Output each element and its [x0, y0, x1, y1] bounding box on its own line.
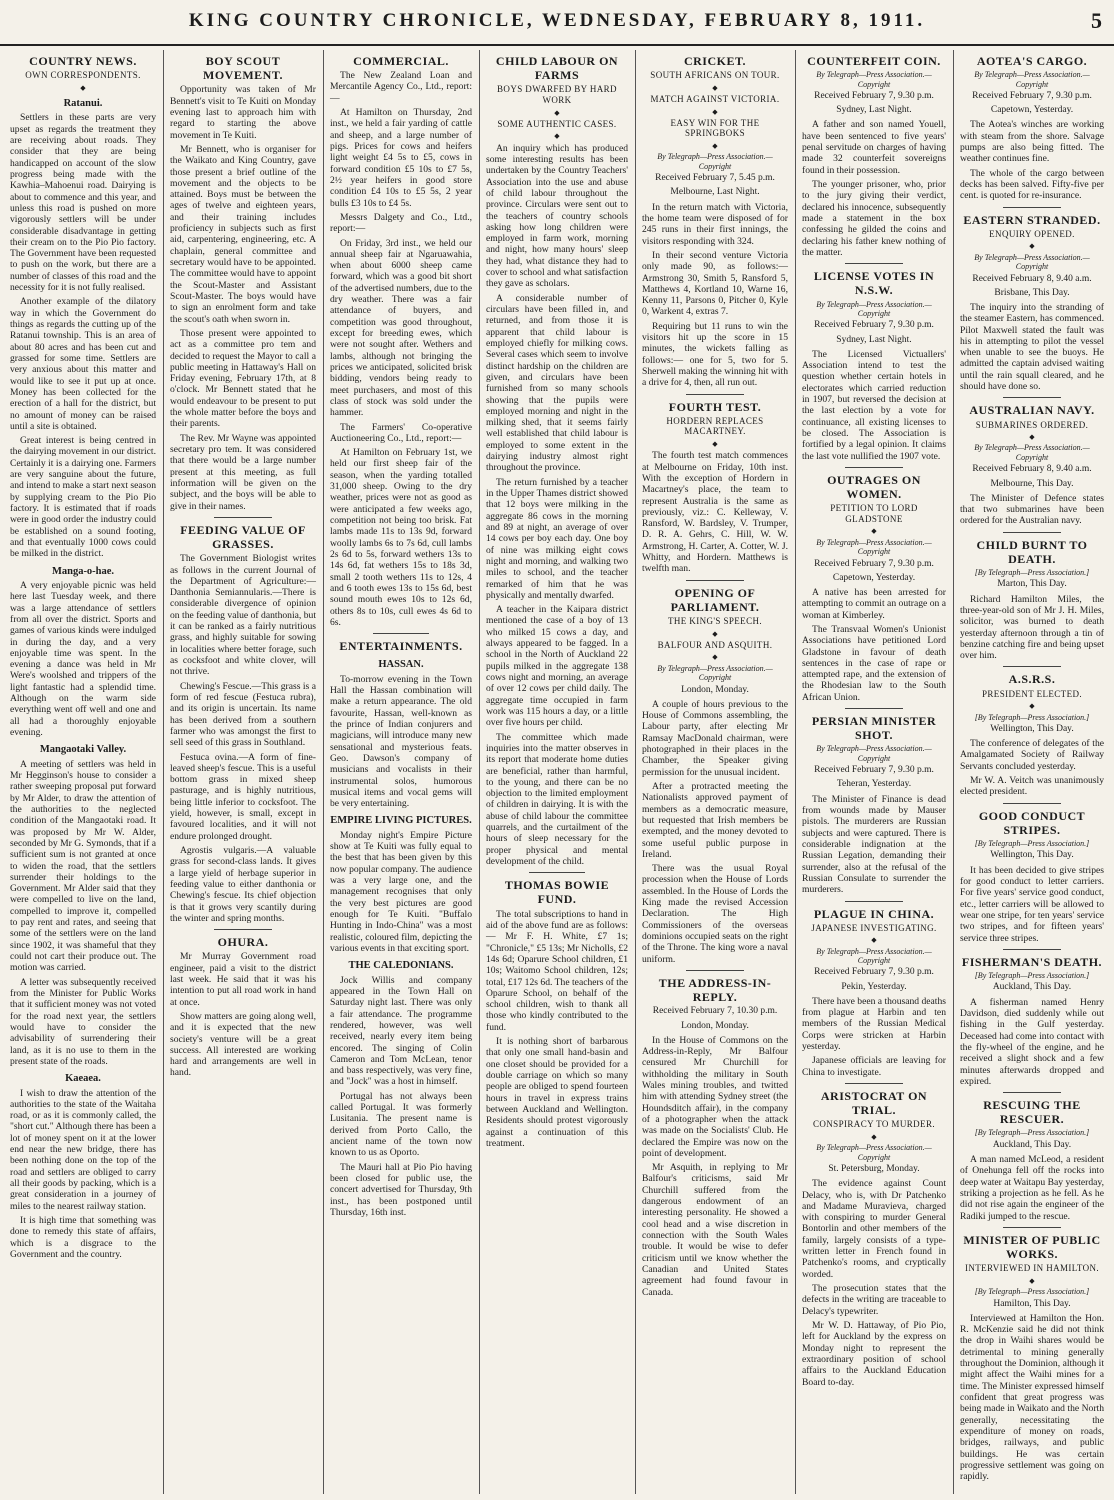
article-paragraph: The conference of delegates of the Amalgamated Society of Railway Servants concluded yesterday. [960, 738, 1104, 772]
article-paragraph: The committee which made inquiries into the matter observes in its report that moderate home duties are beneficial, rather than harmful, to the young, and there can be no objection to the limited employment of children in dairying. It is with the abuse of child labour the committee quarrels, and the curtailment of the hours of sleep necessary for the proper physical and mental development of the child. [486, 731, 628, 868]
article-paragraph: The Transvaal Women's Unionist Associations have petitioned Lord Gladstone in favour of death sentences in the case of rape or attempted rape, and the extension of the Rhodesian law to the South African Union. [802, 623, 946, 703]
article-separator [845, 1083, 903, 1084]
ornament-diamond: ◆ [1029, 242, 1035, 251]
article-paragraph: The Minister of Finance is dead from wounds made by Mauser pistols. The murderers are Russian subjects and were captured. There is considerable indignation at the Russian Legation, demanding their surrender, also at the refusal of the Russian Consulate to surrender the murderers. [802, 793, 946, 896]
received-line: Received February 7, 10.30 p.m. [652, 1006, 778, 1017]
article-byline: By Telegraph—Press Association.—Copyright [816, 946, 932, 965]
received-line: Received February 7, 5.45 p.m. [655, 173, 775, 184]
news-column [164, 50, 322, 1494]
article-dateline: St. Petersburg, Monday. [828, 1164, 920, 1175]
article-paragraph: At Hamilton on February 1st, we held our first sheep fair of the season, when the yarding totalled 31,000 sheep. Owing to the dry weather, prices were not as good as were anticipated a few weeks ago, competition not being too brisk. Fat lambs made 11s to 13s 9d, forward woolly lambs 6s to 7s 6d, cull lambs 2s 6d to 5s, forward wethers 13s to 14s 6d, fat wethers 15s to 18s 3d, small 2 tooth wethers 11s to 12s, 4 and 6 tooth ewes 13s to 15s 6d, best sound mouth ewes 10s to 12s 6d, others 8s to 10s, cull ewes 4s 6d to 6s. [330, 447, 472, 628]
article-paragraph: Interviewed at Hamilton the Hon. R. McKenzie said he did not think the drop in Waihi shares would be detrimental to mining generally throughout the Dominion, although it might affect the Waihi mines for a time. The Minister expressed himself confident that great progress was being made in Waikato and the North generally, necessitating the expenditure of money on roads, bridges, railways, and public buildings. He was certain progressive settlement was going on rapidly. [960, 1312, 1104, 1483]
article-heading: THOMAS BOWIE FUND. [504, 878, 610, 907]
article-paragraph: The return furnished by a teacher in the Upper Thames district showed that 12 boys were milking in the aggregate 86 cows in the morning and 89 at night, an average of over 14 cows per boy each day. One boy of nine was milking eight cows night and morning, and walking two miles to school, and the teacher remarked of him that he was physically and mentally dwarfed. [486, 476, 628, 601]
article-paragraph: The Mauri hall at Pio Pio having been closed for public use, the concert advertised for Thursday, 9th inst., has been postponed until Thursday, 16th inst. [330, 1161, 472, 1218]
article-heading: FOURTH TEST. [668, 399, 762, 414]
article-paragraph: Messrs Dalgety and Co., Ltd., report:— [330, 211, 472, 235]
article-heading: OPENING OF PARLIAMENT. [670, 585, 760, 614]
received-line: Received February 7, 9.30 p.m. [814, 558, 934, 569]
ornament-diamond: ◆ [871, 527, 877, 536]
article-byline: By Telegraph—Press Association.—Copyright [657, 663, 773, 683]
column-rule [953, 50, 954, 1494]
ornament-diamond: ◆ [80, 83, 86, 92]
article-paragraph: The whole of the cargo between decks has been salved. Fifty-five per cent. is quoted for re-insurance. [960, 167, 1104, 202]
article-paragraph: An inquiry which has produced some interesting results has been undertaken by the Country Teachers' Association into the use and abuse of child labour throughout the province. Circulars were sent out to the teachers of country schools asking how long children were employed in farm work, morning and night, how many hours' sleep they had, what distance they had to cover to school and what satisfaction they gave as scholars. [486, 142, 628, 290]
article-separator [529, 872, 586, 873]
news-column [480, 50, 634, 1494]
article-byline: By Telegraph—Press Association.—Copyright [816, 1143, 932, 1162]
article-byline: [By Telegraph—Press Association.] [974, 567, 1090, 577]
article-byline: [By Telegraph—Press Association.] [974, 712, 1090, 722]
article-paragraph: In the return match with Victoria, the home team were disposed of for 245 runs in their first innings, the visitors responding with 324. [642, 201, 788, 247]
article-paragraph: A considerable number of circulars have been filled in, and returned, and from those it is apparent that child labour is employed chiefly for milking cows. Several cases which seem to involve distinct hardship on the children are given, and circulars have been furnished from so many schools showing that the pupils were employed morning and night in the milking shed, that it seems fairly well established that child labour is employed to some extent in the dairying industry almost right throughout the province. [486, 292, 628, 474]
ornament-diamond: ◆ [1029, 702, 1035, 711]
article-subheading: PRESIDENT ELECTED. [981, 688, 1083, 699]
article-separator [686, 394, 744, 395]
article-separator [686, 580, 744, 581]
article-separator [845, 708, 903, 709]
article-paragraph: The Aotea's winches are working with steam from the shore. Salvage pumps are also being fitted. The weather continues fine. [960, 119, 1104, 165]
article-dateline: Auckland, This Day. [992, 982, 1072, 993]
article-separator [214, 929, 272, 930]
article-separator [1003, 207, 1061, 208]
ornament-diamond: ◆ [712, 83, 718, 92]
article-byline: By Telegraph—Press Association.—Copyright [974, 443, 1090, 462]
article-paragraph: Chewing's Fescue.—This grass is a form of red fescue (Festuca rubra), and its origin is uncertain. Its name has been derived from a southern farmer who was amongst the first to sell seed of this grass in Southland. [170, 680, 316, 749]
received-line: Received February 8, 9.40 a.m. [972, 273, 1092, 284]
news-column [796, 50, 952, 1494]
article-paragraph: A fisherman named Henry Davidson, died suddenly while out fishing in the Gulf yesterday. Deceased had come into contact with the fly-wheel of the engine, and he received a slight shock and a few minutes afterwards dropped and expired. [960, 996, 1104, 1087]
section-heading: Kaeaea. [65, 1073, 101, 1085]
article-paragraph: Mr Bennett, who is organiser for the Waikato and King Country, gave those present a brief outline of the movement and the objects to be attained. Boys must be between the ages of twelve and eighteen years, and their training includes proficiency in subjects such as first aid, carpentering, engineering, etc. A chaplain, general committee and secretary would have to be appointed. The committee would have to appoint the Scout-Master and Assistant Scout-Master. The boys would have to sign an enrolment form and take the scout's oath when sworn in. [170, 143, 316, 325]
article-subheading: JAPANESE INVESTIGATING. [811, 922, 937, 933]
column-rule [323, 50, 324, 1494]
article-paragraph: The Rev. Mr Wayne was appointed secretary pro tem. It was considered that there would be a large number present at this meeting, as full information will be given on the subject, and the boys will be able to give in their names. [170, 432, 316, 512]
article-paragraph: It is nothing short of barbarous that only one small hand-basin and one closet should be provided for a double carriage on which so many people are obliged to spend fourteen hours in travel in express trains between Auckland and Wellington. Residents should protest vigorously against a continuation of this treatment. [486, 1036, 628, 1149]
article-paragraph: Mr Asquith, in replying to Mr Balfour's criticisms, said Mr Churchill suffered from the dangerous endowment of an interesting personality. He showed a cool head and a wise discretion in connection with the South Wales trouble. It would be wise to defer criticism until we know whether the Canadian and United States agreement had found favour in Canada. [642, 1162, 788, 1298]
article-byline: [By Telegraph—Press Association.] [974, 1287, 1090, 1297]
article-dateline: London, Monday. [681, 684, 749, 695]
article-paragraph: The prosecution states that the defects in the writing are traceable to Delacy's typewriter. [802, 1283, 946, 1317]
article-byline: [By Telegraph—Press Association.] [974, 971, 1090, 980]
article-separator [373, 633, 430, 634]
article-paragraph: Festuca ovina.—A form of fine-leaved sheep's fescue. This is a useful bottom grass in mixed sheep pasturage, and is highly nutritious, being little inferior to cocksfoot. The yield, however, is small, except in favoured localities, and it will not endure prolonged drought. [170, 751, 316, 842]
article-subheading: PETITION TO LORD GLADSTONE [830, 503, 918, 524]
column-rule [795, 50, 796, 1494]
article-paragraph: A letter was subsequently received from the Minister for Public Works that it sufficient money was not voted for the road next year, the settlers would have to consider the advisability of surrendering their land, as it is no use to them in the present state of the roads. [10, 976, 156, 1067]
news-column [4, 50, 162, 1494]
article-paragraph: The Farmers' Co-operative Auctioneering Co., Ltd., report:— [330, 421, 472, 444]
article-heading: CHILD LABOUR ON FARMS [495, 54, 619, 83]
article-byline: By Telegraph—Press Association.—Copyright [816, 537, 932, 557]
article-separator [1003, 532, 1061, 533]
article-subheading: OWN CORRESPONDENTS. [25, 70, 141, 81]
article-paragraph: It is high time that something was done to remedy this state of affairs, which is a disgrace to the Government and the country. [10, 1214, 156, 1260]
ornament-diamond: ◆ [554, 108, 560, 117]
article-paragraph: In the House of Commons on the Address-in-Reply, Mr Balfour censured Mr Churchill for withholding the military in South Wales mining troubles, and twitted him with attending Sydney street (the Houndsditch affair), in the company of a photographer when the attack was made on the Socialists' Club. He declared the Empire was now on the point of development. [642, 1034, 788, 1159]
article-subheading: EASY WIN FOR THE SPRINGBOKS [670, 117, 760, 139]
article-heading: EASTERN STRANDED. [963, 212, 1101, 227]
article-subheading: CONSPIRACY TO MURDER. [812, 1119, 935, 1130]
article-heading: COMMERCIAL. [353, 54, 449, 68]
ornament-diamond: ◆ [871, 936, 877, 945]
article-paragraph: The younger prisoner, who, prior to the jury giving their verdict, declared his innocence, subsequently made a statement in the box confessing he gilded the coins and declaring his father knew nothing of the matter. [802, 179, 946, 258]
article-separator [214, 517, 272, 518]
article-paragraph: There was the usual Royal procession when the House of Lords assembled. In the House of Lords the King made the revised Accession Declaration. The High Commissioners of the overseas dominions occupied seats on the right of the Throne. The king wore a naval uniform. [642, 863, 788, 965]
received-line: Received February 7, 9.30 p.m. [814, 320, 934, 331]
ornament-diamond: ◆ [712, 107, 718, 116]
news-column [636, 50, 794, 1494]
article-subheading: BOYS DWARFED BY HARD WORK [497, 84, 617, 105]
article-heading: RESCUING THE RESCUER. [983, 1098, 1081, 1127]
article-heading: AOTEA'S CARGO. [976, 54, 1088, 68]
article-paragraph: There have been a thousand deaths from plague at Harbin and ten members of the Russian Medical Corps were stricken at Harbin yesterday. [802, 995, 946, 1053]
article-paragraph: Mr W. D. Hattaway, of Pio Pio, left for Auckland by the express on Monday night to represent the extraordinary position of school affairs to the Auckland Education Board to-day. [802, 1319, 946, 1388]
article-heading: BOY SCOUT MOVEMENT. [203, 54, 283, 83]
article-paragraph: The Licensed Victuallers' Association intend to test the question whether certain hotels in electorates which carried reduction in 1907, but reversed the decision at the last election by a vote for continuance, all existing licenses to be closed. The Association is fortified by a legal opinion. It claims the last vote nullified the 1907 vote. [802, 348, 946, 462]
article-byline: By Telegraph—Press Association.—Copyright [657, 152, 773, 171]
article-paragraph: Jock Willis and company appeared in the Town Hall on Saturday night last. There was only a fair attendance. The programme rendered, however, was well received, nearly every item being encored. The singing of Colin Cameron and Tom McLean, tenor and bass respectively, was very fine, and "Jock" was a host in himself. [330, 974, 472, 1088]
news-column [954, 50, 1110, 1494]
article-dateline: Wellington, This Day. [990, 850, 1074, 861]
article-byline: By Telegraph—Press Association.—Copyright [974, 70, 1090, 89]
article-dateline: Hamilton, This Day. [993, 1298, 1071, 1309]
article-paragraph: After a protracted meeting the Nationalists approved payment of members as a democratic measure, but requested that Irish members be exempted, and the money devoted to some useful public purpose in Ireland. [642, 780, 788, 860]
article-paragraph: Monday night's Empire Picture show at Te Kuiti was fully equal to the best that has been given by this now popular company. The audience was a very large one, and the management recognises that only the very best pictures are good enough for Te Kuiti. "Buffalo Hunting in Indo-China" was a most realistic, coloured film, depicting the various events in that exciting sport. [330, 829, 472, 954]
received-line: Received February 7, 9.30 p.m. [814, 765, 934, 776]
article-paragraph: A father and son named Youell, have been sentenced to five years' penal servitude on charges of having made 32 counterfeit sovereigns found in their possession. [802, 119, 946, 176]
received-line: Received February 8, 9.40 a.m. [972, 464, 1092, 475]
section-heading: Ratanui. [63, 98, 103, 110]
article-paragraph: It has been decided to give stripes for good conduct to letter carriers. For five years' service good conduct, etc., letter carriers will be allowed to wear one stripe, for ten years' service two stripes, and for fifteen years' service three stripes. [960, 864, 1104, 944]
article-paragraph: Opportunity was taken of Mr Bennett's visit to Te Kuiti on Monday evening last to approach him with regard to starting the above movement in Te Kuiti. [170, 84, 316, 141]
news-column [324, 50, 478, 1494]
article-dateline: Pekin, Yesterday. [841, 981, 907, 992]
article-dateline: Brisbane, This Day. [994, 287, 1070, 298]
article-paragraph: Great interest is being centred in the dairying movement in our district. Certainly it is a dairying one. Farmers are very sanguine about the future, and intend to make a start next season by supplying cream to the Pio Pio factory. It is estimated that if roads were in good order the industry could be established on a sound footing, and that eventually 1000 cows could be milked in the district. [10, 435, 156, 560]
section-heading: EMPIRE LIVING PICTURES. [330, 815, 472, 827]
article-paragraph: Japanese officials are leaving for China to investigate. [802, 1055, 946, 1078]
article-dateline: Capetown, Yesterday. [832, 572, 916, 583]
article-heading: LICENSE VOTES IN N.S.W. [813, 269, 935, 298]
masthead [0, 0, 1114, 46]
article-dateline: Melbourne, Last Night. [670, 187, 760, 198]
article-paragraph: I wish to draw the attention of the authorities to the state of the Waitaha road, or as it is commonly called, the "short cut." Although there has been a lot of money spent on it at the lower end near the new bridge, there has been nothing done on the top of the road and settlers are obliged to carry all their goods by packing, which is a great consideration in a journey of miles to the nearest railway station. [10, 1087, 156, 1212]
article-paragraph: On Friday, 3rd inst., we held our annual sheep fair at Ngaruawahia, when about 6000 sheep came forward, which was a good bit short of the advertised numbers, due to the dry weather. There was a fair attendance of buyers, and competition was good throughout, except for breeding ewes, which were not sought after. Wethers and lambs, although not bringing the prices we anticipated, solicited brisk bidding, vendors being ready to meet purchasers, and most of this class of stock was sold under the hammer. [330, 237, 472, 419]
ornament-diamond: ◆ [712, 440, 718, 448]
article-dateline: Sydney, Last Night. [836, 105, 912, 116]
article-paragraph: Agrostis vulgaris.—A valuable grass for second-class lands. It gives a large yield of herbage superior in feeding value to either danthonia or Chewing's fescue. Its chief objection is that it grows very scantily during the winter and spring months. [170, 845, 316, 924]
article-separator [845, 901, 903, 902]
article-paragraph: Another example of the dilatory way in which the Government do things as regards the cutting up of the Ratanui township. This is an area of about 80 acres and has been cut and grassed for some time. Settlers are very anxious about this matter and would like to see it put up at once. Money has been collected for the erection of a hall for the district, but no amount of money can be raised until a site is obtained. [10, 296, 156, 432]
article-dateline: Capetown, Yesterday. [990, 105, 1074, 116]
column-rule [635, 50, 636, 1494]
column-rule [163, 50, 164, 1494]
article-dateline: London, Monday. [681, 1020, 749, 1031]
ornament-diamond: ◆ [712, 653, 718, 662]
article-heading: MINISTER OF PUBLIC WORKS. [963, 1232, 1101, 1262]
article-paragraph: Mr Murray Government road engineer, paid a visit to the district last week. He said that it was his intention to put all road work in hand at once. [170, 951, 316, 1008]
article-paragraph: A man named McLeod, a resident of Onehunga fell off the rocks into deep water at Waitapu Bay yesterday, striking a projection as he fell. As he did not rise again the engineer of the Radiki jumped to the rescue. [960, 1154, 1104, 1222]
article-paragraph: The New Zealand Loan and Mercantile Agency Co., Ltd., report:— [330, 70, 472, 104]
column-rule [479, 50, 480, 1494]
ornament-diamond: ◆ [712, 629, 718, 638]
article-byline: [By Telegraph—Press Association.] [974, 839, 1090, 849]
article-paragraph: Show matters are going along well, and it is expected that the new society's venture will be a great success. All interested are working hard and arrangements are well in hand. [170, 1010, 316, 1079]
article-paragraph: A meeting of settlers was held in Mr Hegginson's house to consider a rather sweeping proposal put forward by Mr Alder, to draw the attention of the authorities to the neglected condition of the Mangaotaki road. It was proposed by Mr W. Alder, seconded by Mr G. Symonds, that if a sufficient sum is not granted at once to widen the road, that the settlers surrender their holdings to the Government. Mr Alder said that they were compelled to live on the land, compelled to improve it, compelled to pay rent and rates, and seeing that some of the settlers were on the land since 1902, it was shameful that they could not cart their produce out. The motion was carried. [10, 758, 156, 974]
article-byline: By Telegraph—Press Association.—Copyright [974, 252, 1090, 272]
article-separator [845, 263, 903, 264]
article-dateline: Sydney, Last Night. [836, 334, 912, 345]
article-paragraph: In their second venture Victoria only made 90, as follows:—Armstrong 30, Smith 5, Ransford 5, Matthews 4, Kortland 10, Warne 16, Kenny 11, Parsons 0, Pitcher 0, Kyle 0, Warkent 4, extras 7. [642, 249, 788, 318]
article-dateline: Wellington, This Day. [990, 723, 1074, 734]
article-byline: By Telegraph—Press Association.—Copyright [816, 299, 932, 318]
section-heading: THE CALEDONIANS. [348, 960, 454, 972]
article-subheading: INTERVIEWED IN HAMILTON. [964, 1263, 1100, 1274]
article-byline: By Telegraph—Press Association.—Copyright [816, 70, 932, 89]
article-paragraph: Settlers in these parts are very upset as regards the treatment they are receiving about roads. They consider that they are being handicapped on account of the slow progress being made with the Kawhia–Mahoenui road. Dairying is about to commence and this year, and unless this road is pushed on more vigorously settlers will be under considerable disadvantage in getting their cream on to the Pio Pio factory. The Government have been requested to push on the work, but there are a number of classes of this road and the necessity for it is not fully realised. [10, 112, 156, 294]
article-paragraph: A very enjoyable picnic was held here last Tuesday week, and there was a large attendance of settlers from all over the district. Sports and games of various kinds were indulged in during the day, and a very enjoyable time was spent. In the evening a dance was held in Mr Were's woolshed and trippers of the light fantastic had a splendid time. Although on the warm side everything went off well and one and all had a thoroughly enjoyable evening. [10, 579, 156, 739]
article-heading: CRICKET. [683, 54, 747, 68]
article-paragraph: The evidence against Count Delacy, who is, with Dr Patchenko and Madame Muravieva, charged with conspiring to murder General Bontorlin and other members of the family, largely consists of a type-written letter in French found in Patchenko's rooms, and cryptically worded. [802, 1178, 946, 1280]
article-paragraph: Mr W. A. Veitch was unanimously elected president. [960, 775, 1104, 798]
article-heading: THE ADDRESS-IN-REPLY. [658, 975, 772, 1005]
ornament-diamond: ◆ [554, 132, 560, 141]
article-dateline: Auckland, This Day. [992, 1139, 1072, 1150]
article-separator [686, 970, 744, 971]
article-heading: ENTERTAINMENTS. [339, 639, 463, 654]
received-line: Received February 7, 9.30 p.m. [814, 967, 934, 978]
ornament-diamond: ◆ [1029, 433, 1035, 442]
article-separator [1003, 1092, 1061, 1093]
ornament-diamond: ◆ [1029, 1276, 1035, 1285]
article-paragraph: The Government Biologist writes as follows in the current Journal of the Department of Agriculture:— Danthonia Semiannularis.—There is considerable divergence of opinion on the feeding value of danthonia, but it can be ranked as a fairly nutritious grass, and highly suitable for sowing in localities where better forage, such as cocksfoot and white clover, will not thrive. [170, 553, 316, 678]
article-subheading: ENQUIRY OPENED. [989, 228, 1075, 239]
article-subheading: MATCH AGAINST VICTORIA. [650, 94, 780, 105]
article-subheading: HORDERN REPLACES MACARTNEY. [666, 415, 764, 437]
article-paragraph: Richard Hamilton Miles, the three-year-old son of Mr J. H. Miles, solicitor, was burned to death yesterday afternoon through a tin of benzine catching fire and being upset over him. [960, 593, 1104, 662]
article-subheading: SUBMARINES ORDERED. [975, 419, 1089, 430]
article-paragraph: Requiring but 11 runs to win the visitors hit up the score in 15 minutes, the wickets falling as follows:— one for 5, two for 5. Sherwell making the winning hit with a drive for 4, then, all run out. [642, 320, 788, 389]
section-heading: Manga-o-hae. [51, 565, 115, 577]
article-heading: COUNTRY NEWS. [29, 54, 137, 68]
article-dateline: Melbourne, This Day. [990, 478, 1074, 489]
received-line: Received February 7, 9.30 p.m. [814, 91, 934, 102]
section-heading: Mangaotaki Valley. [39, 744, 127, 756]
article-heading: ARISTOCRAT ON TRIAL. [820, 1088, 928, 1118]
article-heading: A.S.R.S. [1008, 672, 1056, 687]
article-subheading: THE KING'S SPEECH. [667, 616, 763, 626]
page-number: 5 [1091, 8, 1102, 33]
article-paragraph: A teacher in the Kaipara district mentioned the case of a boy of 13 who milked 15 cows a day, and always appeared to be fagged. In a school in the North of Auckland 22 pupils milked in the aggregate 138 cows night and morning, an average of over 12 cows per child daily. The aggregate time occupied in farm work was 115 hours a day, or a little over five hours per child. [486, 604, 628, 729]
article-byline: By Telegraph—Press Association.—Copyright [816, 744, 932, 763]
article-separator [1003, 803, 1061, 804]
article-separator [845, 467, 903, 468]
article-heading: OHURA. [217, 935, 269, 950]
article-heading: FEEDING VALUE OF GRASSES. [180, 522, 306, 552]
article-subheading: BALFOUR AND ASQUITH. [657, 639, 773, 650]
newspaper-title: KING COUNTRY CHRONICLE, WEDNESDAY, FEBRUARY 8, 1911. [188, 10, 926, 31]
ornament-diamond: ◆ [871, 1132, 877, 1141]
article-subheading: SOUTH AFRICANS ON TOUR. [650, 70, 780, 81]
article-paragraph: At Hamilton on Thursday, 2nd inst., we held a fair yarding of cattle and sheep, and a large number of pigs. Prices for cows and heifers light weight £4 5s to £5, cows in forward condition £5 10s to £7 5s, 2½ year heifers in good store condition £4 10s to £5 5s, 2 year bulls £3 10s to £4 5s. [330, 107, 472, 209]
article-separator [1003, 666, 1061, 667]
article-paragraph: Those present were appointed to act as a committee pro tem and decided to request the Mayor to call a public meeting in Hattaway's Hall on Friday evening, February 17th, at 8 o'clock. Mr Bennett stated that he would endeavour to be present to put the whole matter before the boys and their parents. [170, 327, 316, 430]
article-paragraph: A couple of hours previous to the House of Commons assembling, the Labour party, after electing Mr Ramsay MacDonald chairman, were photographed in their places in the Chamber, the Speaker giving permission for the unusual incident. [642, 698, 788, 778]
article-paragraph: The Minister of Defence states that two submarines have been ordered for the Australian navy. [960, 492, 1104, 527]
article-separator [1003, 1227, 1061, 1228]
article-heading: PLAGUE IN CHINA. [813, 906, 935, 921]
article-paragraph: Portugal has not always been called Portugal. It was formerly Lusitania. The present name is derived from Porto Callo, the ancient name of the town now known to us as Oporto. [330, 1090, 472, 1159]
article-paragraph: To-morrow evening in the Town Hall the Hassan combination will make a return appearance. The old favourite, Hassan, well-known as the prince of Indian conjurers and magicians, will introduce many new sensational and mysterious feats. Geo. Dawson's company of musicians and vocalists in their instrumental solos, humorous musical items and vocal gems will be very entertaining. [330, 673, 472, 810]
article-separator [1003, 397, 1061, 398]
article-heading: OUTRAGES ON WOMEN. [827, 472, 921, 502]
article-separator [1003, 949, 1061, 950]
article-heading: CHILD BURNT TO DEATH. [976, 537, 1088, 566]
section-heading: HASSAN. [378, 659, 424, 671]
article-paragraph: The total subscriptions to hand in aid of the above fund are as follows:— Mr F. H. White, £7 1s; "Chronicle," £5 13s; Mr Nicholls, £2 14s 6d; Oparure School children, £1 10s; Waitomo School children, 12s; total, £17 12s 6d. The teachers of the Oparure School, on behalf of the school children, wish to thank all those who kindly contributed to the fund. [486, 908, 628, 1033]
article-subheading: SOME AUTHENTIC CASES. [497, 118, 617, 129]
article-heading: GOOD CONDUCT STRIPES. [978, 808, 1086, 837]
article-heading: COUNTERFEIT COIN. [807, 54, 941, 68]
article-paragraph: The inquiry into the stranding of the steamer Eastern, has commenced. Pilot Maxwell stated the fault was his in attempting to pilot the vessel when unable to see the buoys. He admitted the captain advised waiting until the rain squall cleared, and he should have done so. [960, 301, 1104, 393]
article-heading: AUSTRALIAN NAVY. [969, 403, 1095, 418]
article-heading: PERSIAN MINISTER SHOT. [811, 714, 937, 743]
article-heading: FISHERMAN'S DEATH. [961, 954, 1103, 969]
article-dateline: Marton, This Day. [997, 579, 1067, 590]
article-byline: [By Telegraph—Press Association.] [974, 1128, 1090, 1138]
article-paragraph: A native has been arrested for attempting to commit an outrage on a woman at Kimberley. [802, 586, 946, 621]
ornament-diamond: ◆ [712, 142, 718, 151]
article-dateline: Teheran, Yesterday. [836, 779, 912, 790]
article-paragraph: The fourth test match commences at Melbourne on Friday, 10th inst. With the exception of Hordern in Macartney's place, the team to represent Australia is the same as previously, viz.: C. Kelleway, V. Ransford, W. Bardsley, V. Trumper, D. R. A. Gehrs, C. Hill, W. W. Armstrong, H. Carter, A. Cotter, W. J. Whitty, and Hordern. Matthews is twelfth man. [642, 450, 788, 575]
received-line: Received February 7, 9.30 p.m. [972, 91, 1092, 102]
